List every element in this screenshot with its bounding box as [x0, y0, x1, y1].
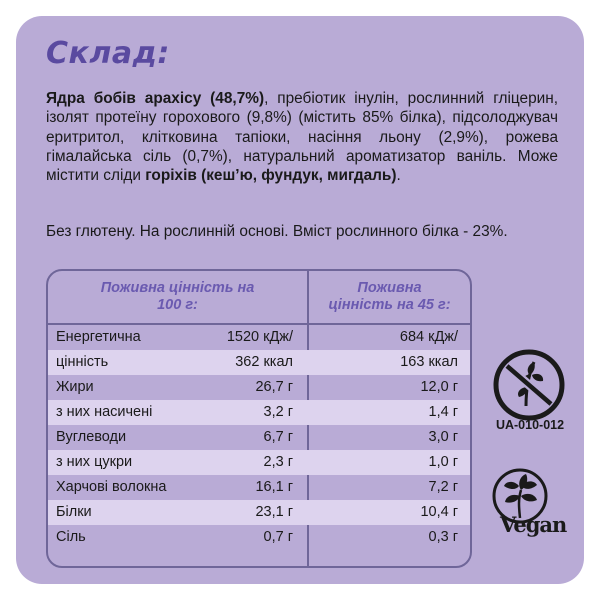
nutrient-name: Сіль: [56, 529, 86, 545]
product-notes: Без глютену. На рослинній основі. Вміст рослинного білка - 23%.: [46, 223, 508, 240]
nutrition-row: [48, 425, 470, 450]
nutrient-name: Жири: [56, 379, 94, 395]
nutrient-name: цінність: [56, 354, 109, 370]
ingredients-body: , пребіотик інулін, рослинний гліцерин, ізолят протеїну горохового (9,8%) (містить 85% білка), підсолоджувач еритритол, клітковина тапіоки, насіння льону (2,9%), рожева гімалайська сіль (0,7%), натуральний ароматизатор ваніль. Може містити сліди: [46, 90, 558, 185]
nutrition-row: [48, 350, 470, 375]
nutrition-rows: [48, 325, 470, 550]
nutrition-row: [48, 475, 470, 500]
nutrition-row: [48, 400, 470, 425]
value-per-100g: 1520 кДж/: [226, 329, 293, 345]
nutrition-row: [48, 500, 470, 525]
value-per-45g: 1,0 г: [428, 454, 458, 470]
nutrient-name: з них цукри: [56, 454, 133, 470]
header-per-45g: [309, 271, 470, 323]
nutrient-name: з них насичені: [56, 404, 153, 420]
value-per-100g: 16,1 г: [255, 479, 293, 495]
value-per-45g: 684 кДж/: [399, 329, 458, 345]
value-per-45g: 7,2 г: [428, 479, 458, 495]
ingredients-text: [46, 89, 558, 185]
nutrient-name: Енергетична: [56, 329, 141, 345]
composition-title: Склад:: [46, 36, 170, 71]
value-per-45g: 1,4 г: [428, 404, 458, 420]
header-per-100g-text: Поживна цінність на 100 г:: [100, 280, 255, 313]
header-per-100g: [48, 271, 307, 323]
value-per-100g: 3,2 г: [263, 404, 293, 420]
value-per-100g: 0,7 г: [263, 529, 293, 545]
value-per-45g: 12,0 г: [420, 379, 458, 395]
ingredients-lead: Ядра бобів арахісу (48,7%): [46, 90, 265, 107]
value-per-100g: 26,7 г: [255, 379, 293, 395]
header-per-45g-text: Поживна цінність на 45 г:: [328, 280, 451, 313]
nutrient-name: Вуглеводи: [56, 429, 127, 445]
value-per-45g: 0,3 г: [428, 529, 458, 545]
nutrition-row: [48, 525, 470, 550]
nutrient-name: Білки: [56, 504, 92, 520]
label-card: [16, 16, 584, 584]
nutrition-row: [48, 325, 470, 350]
nutrition-table: [46, 269, 472, 568]
value-per-45g: 10,4 г: [420, 504, 458, 520]
crossed-grain-icon: [490, 346, 568, 424]
vegan-label: Vegan: [500, 512, 567, 537]
gluten-free-code: UA-010-012: [495, 418, 565, 432]
value-per-45g: 3,0 г: [428, 429, 458, 445]
value-per-100g: 362 ккал: [235, 354, 293, 370]
value-per-100g: 6,7 г: [263, 429, 293, 445]
ingredients-allergens: горіхів (кеш’ю, фундук, мигдаль): [145, 167, 397, 185]
nutrition-row: [48, 450, 470, 475]
value-per-100g: 2,3 г: [263, 454, 293, 470]
nutrient-name: Харчові волокна: [56, 479, 167, 495]
value-per-100g: 23,1 г: [255, 504, 293, 520]
value-per-45g: 163 ккал: [400, 354, 458, 370]
nutrition-row: [48, 375, 470, 400]
ingredients-end: .: [396, 167, 401, 185]
